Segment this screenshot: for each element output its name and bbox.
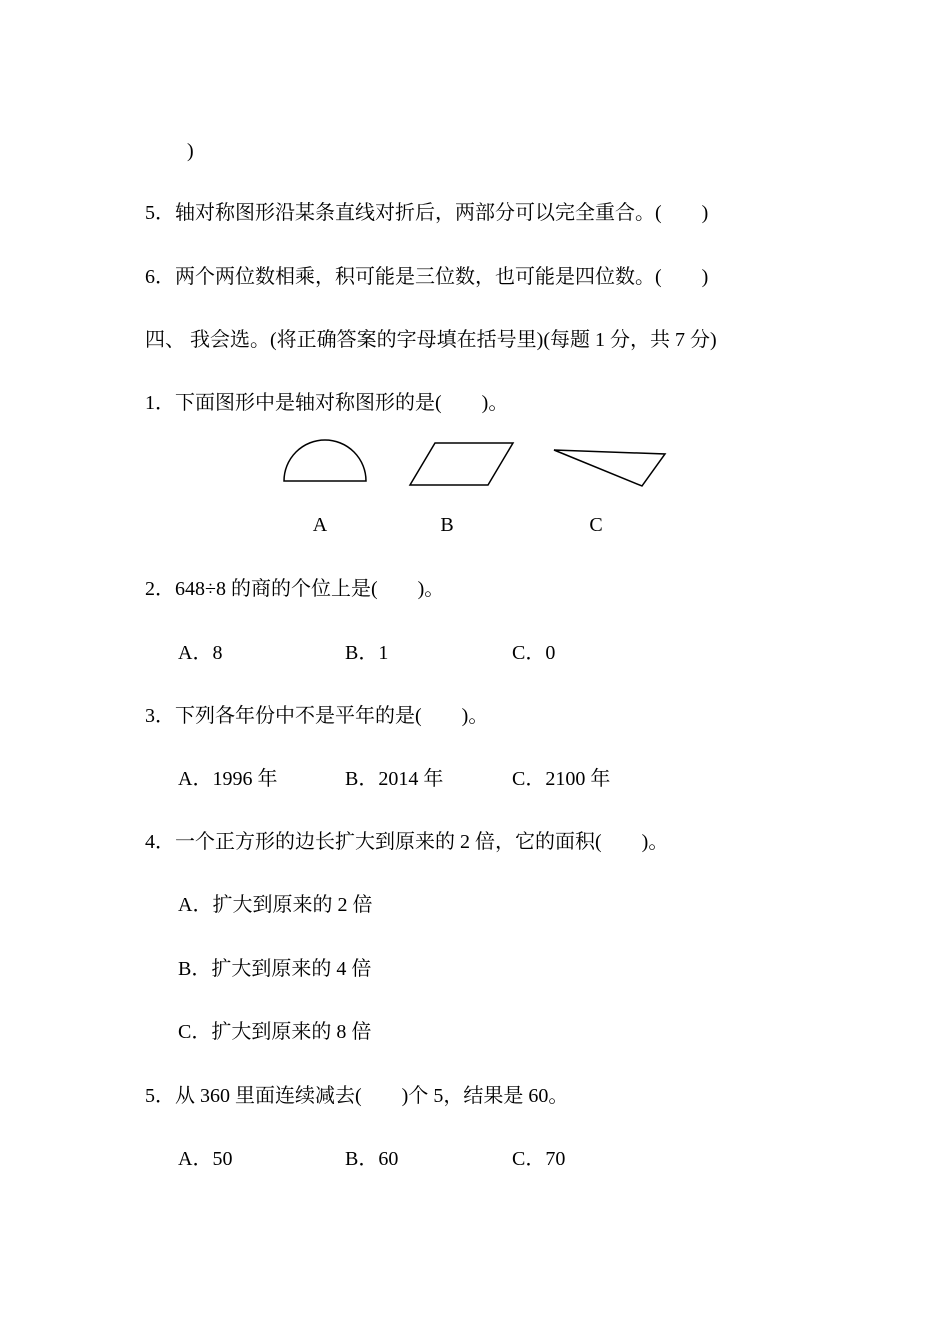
question-4-option-b: B．扩大到原来的 4 倍 bbox=[178, 958, 372, 980]
question-4-option-c: C．扩大到原来的 8 倍 bbox=[178, 1021, 372, 1043]
question-2-option-a: A．8 bbox=[178, 642, 223, 664]
question-3-option-a: A．1996 年 bbox=[178, 768, 278, 790]
semicircle-shape bbox=[284, 440, 366, 481]
question-5-stem: 5．从 360 里面连续减去( )个 5，结果是 60。 bbox=[145, 1085, 569, 1107]
question-1-stem: 1．下面图形中是轴对称图形的是( )。 bbox=[145, 392, 509, 414]
shape-label-b: B bbox=[440, 514, 454, 536]
continuation-paren: ) bbox=[187, 140, 194, 162]
question-5-option-c: C．70 bbox=[512, 1148, 566, 1170]
question-3-option-c: C．2100 年 bbox=[512, 768, 611, 790]
shape-label-c: C bbox=[589, 514, 603, 536]
question-1-shapes bbox=[270, 430, 680, 495]
question-4-stem: 4．一个正方形的边长扩大到原来的 2 倍，它的面积( )。 bbox=[145, 831, 669, 853]
judge-item-5: 5．轴对称图形沿某条直线对折后，两部分可以完全重合。( ) bbox=[145, 202, 709, 224]
question-2-option-b: B．1 bbox=[345, 642, 389, 664]
shape-label-a: A bbox=[312, 514, 328, 536]
triangle-shape bbox=[554, 450, 665, 486]
question-5-option-a: A．50 bbox=[178, 1148, 233, 1170]
section-title: 四、 我会选。(将正确答案的字母填在括号里)(每题 1 分，共 7 分) bbox=[145, 329, 717, 351]
question-3-option-b: B．2014 年 bbox=[345, 768, 444, 790]
question-2-stem: 2．648÷8 的商的个位上是( )。 bbox=[145, 578, 445, 600]
question-5-option-b: B．60 bbox=[345, 1148, 399, 1170]
judge-item-6: 6．两个两位数相乘，积可能是三位数，也可能是四位数。( ) bbox=[145, 266, 709, 288]
parallelogram-shape bbox=[410, 443, 513, 485]
question-2-option-c: C．0 bbox=[512, 642, 556, 664]
question-4-option-a: A．扩大到原来的 2 倍 bbox=[178, 894, 373, 916]
question-3-stem: 3．下列各年份中不是平年的是( )。 bbox=[145, 705, 489, 727]
